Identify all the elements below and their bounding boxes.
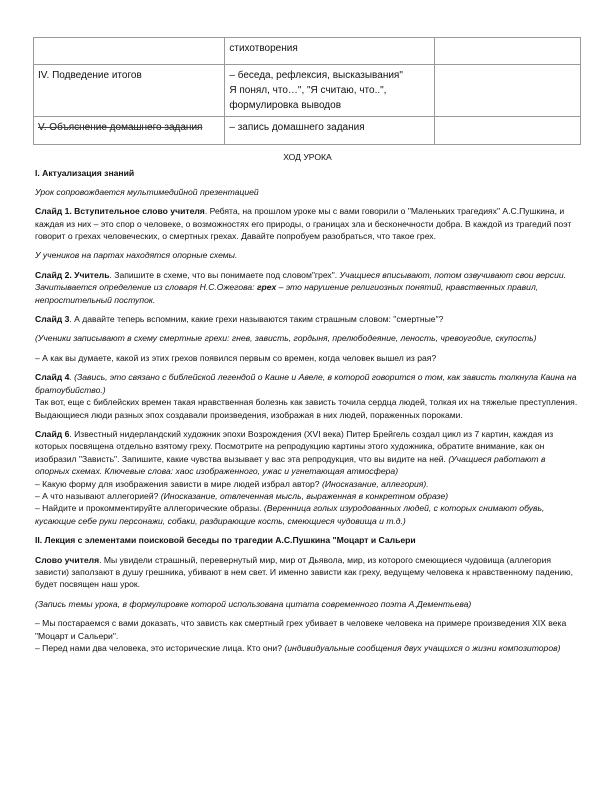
section-title: II. Лекция с элементами поисковой беседы по трагедии А.С.Пушкина "Моцарт и Сальери [35,535,416,546]
italic-answer: (Иносказание, аллегория). [319,478,429,489]
slide-label: Слайд 4 [35,372,70,383]
table-row [34,117,581,145]
slide-label: Слайд 6 [35,428,70,439]
stage-cell: IV. Подведение итогов [34,65,225,117]
italic-note: Учащиеся вписывают, потом озвучивают свои версии. Зачитывается определение из словаря Н.С.Ожегова: [35,269,567,293]
definition: – это нарушение религиозных понятий, нравственных правил, непростительный поступок. [35,282,539,305]
lesson-body [35,151,580,661]
question-text: – А что называют аллегорией? [35,490,159,501]
teacher-label: Слово учителя [35,554,100,565]
schemes-note: У учеников на партах находятся опорные схемы. [35,250,238,261]
term: грех [256,282,277,293]
content-line: формулировка выводов [229,100,342,111]
italic-note: (индивидуальные сообщения двух учащихся о жизни композиторов) [281,643,561,653]
paragraph-text: . Ребята, на прошлом уроке мы с вами говорили о "Маленьких трагедиях" А.С.Пушкина, и каждая из них – это спор о человеке, о возможностях его природы, о границах зла и бесконечности добра. В каждой из трагедий поэт говорит о грехах человеческих, о смертных грехах. Давайте попробуем разобраться, что такое грех. [35,206,572,242]
slide-label: Слайд 2. Учитель [35,269,110,280]
paragraph-text: Так вот, еще с библейских времен такая нравственная болезнь как зависть точила сердца людей, толкая их на тяжелые преступления. Выдающиеся люди разных эпох создавали произведения, изображая в них людей, пораженных пороками. [35,397,578,420]
paragraph-text: . А давайте теперь вспомним, какие грехи называются таким страшным словом: "смертные"? [69,314,444,325]
note-cell [434,117,580,145]
slide6-paragraph [35,428,580,527]
table-row [34,38,581,65]
lesson-heading: ХОД УРОКА [283,152,332,162]
question-text: – Найдите и прокомментируйте аллегорические образы. [35,503,262,514]
section-title: I. Актуализация знаний [35,168,135,179]
slide-label: Слайд 3 [35,314,70,325]
italic-answer: (Веренница голых изуродованных людей, с которых снимают обувь, кусающие себе руки персонажи, собаки, раздирающие кость, смеющиеся чудовища и т.д.) [35,503,545,526]
paragraph-text: . Запишите в схеме, что вы понимаете под словом"грех". [109,269,338,280]
final-paragraph [35,617,580,654]
question-text: – Перед нами два человека, это исторические лица. Кто они? [35,643,282,653]
stage-text: V. Объяснение домашнего задания [38,122,203,133]
lesson-plan-table [33,37,581,145]
teacher-paragraph [35,554,580,591]
paragraph-text: – Мы постараемся с вами доказать, что зависть как смертный грех убивает в человеке человека на примере произведения XIX века "Моцарт и Сальери". [35,618,567,641]
question-paragraph: – А как вы думаете, какой из этих грехов появился первым со времен, когда человек вышел из рая? [35,352,437,363]
italic-note: . (Завись, это связано с библейской легендой о Каине и Авеле, в которой говорится о том, как зависть толкнула Каина на братоубийство.) [35,372,577,395]
stage-cell [34,117,225,145]
content-cell: – запись домашнего задания [225,117,434,145]
italic-answer: (Иносказание, отвлеченная мысль, выраженная в конкретном образе) [158,490,449,501]
note-cell [434,38,580,65]
sins-note: (Ученики записывают в схему смертные грехи: гнев, зависть, гордыня, прелюбодеяние, леность, чревоугодие, скупость) [35,333,537,344]
italic-note: (Учащиеся работают в опорных схемах. Ключевые слова: хаос изображенного, ужас и угнетающая атмосфера) [35,453,546,477]
intro-text: Урок сопровождается мультимедийной презентацией [35,186,259,197]
content-line: – беседа, рефлексия, высказывания" [229,70,403,81]
paragraph-text: . Мы увидели страшный, перевернутый мир, мир от Дьявола, мир, из которого смеющиеся чудовища (аллегория зависти) заползают в душу грешника, убивают в нем свет. И именно зависти как греху, ведущему человека к нравственному падению, будет посвящен наш урок. [35,554,573,590]
note-cell [434,65,580,117]
slide4-paragraph [35,371,580,421]
slide3-paragraph [35,313,580,325]
table-row [34,65,581,117]
slide-label: Слайд 1. Вступительное слово учителя [35,206,205,217]
paragraph-text: . Известный нидерландский художник эпохи Возрождения (XVI века) Питер Брейгель создал цикл из 7 картин, каждая из которых посвящена отдельно взятому греху. Посмотрите на репродукцию картины этого художника, обратите внимание, как он изобразил "Зависть". Запишите, какие чувства вызывает у вас эта репродукция, что вы видите на ней. [35,428,554,464]
topic-note: (Запись темы урока, в формулировке которой использована цитата современного поэта А.Дементьева) [35,598,472,609]
slide2-paragraph [35,269,580,306]
stage-cell [34,38,225,65]
content-line: Я понял, что…", "Я считаю, что..", [229,85,387,96]
content-cell [225,65,434,117]
slide1-paragraph [35,205,580,242]
content-cell: стихотворения [225,38,434,65]
question-text: – Какую форму для изображения зависти в мире людей избрал автор? [35,478,320,489]
